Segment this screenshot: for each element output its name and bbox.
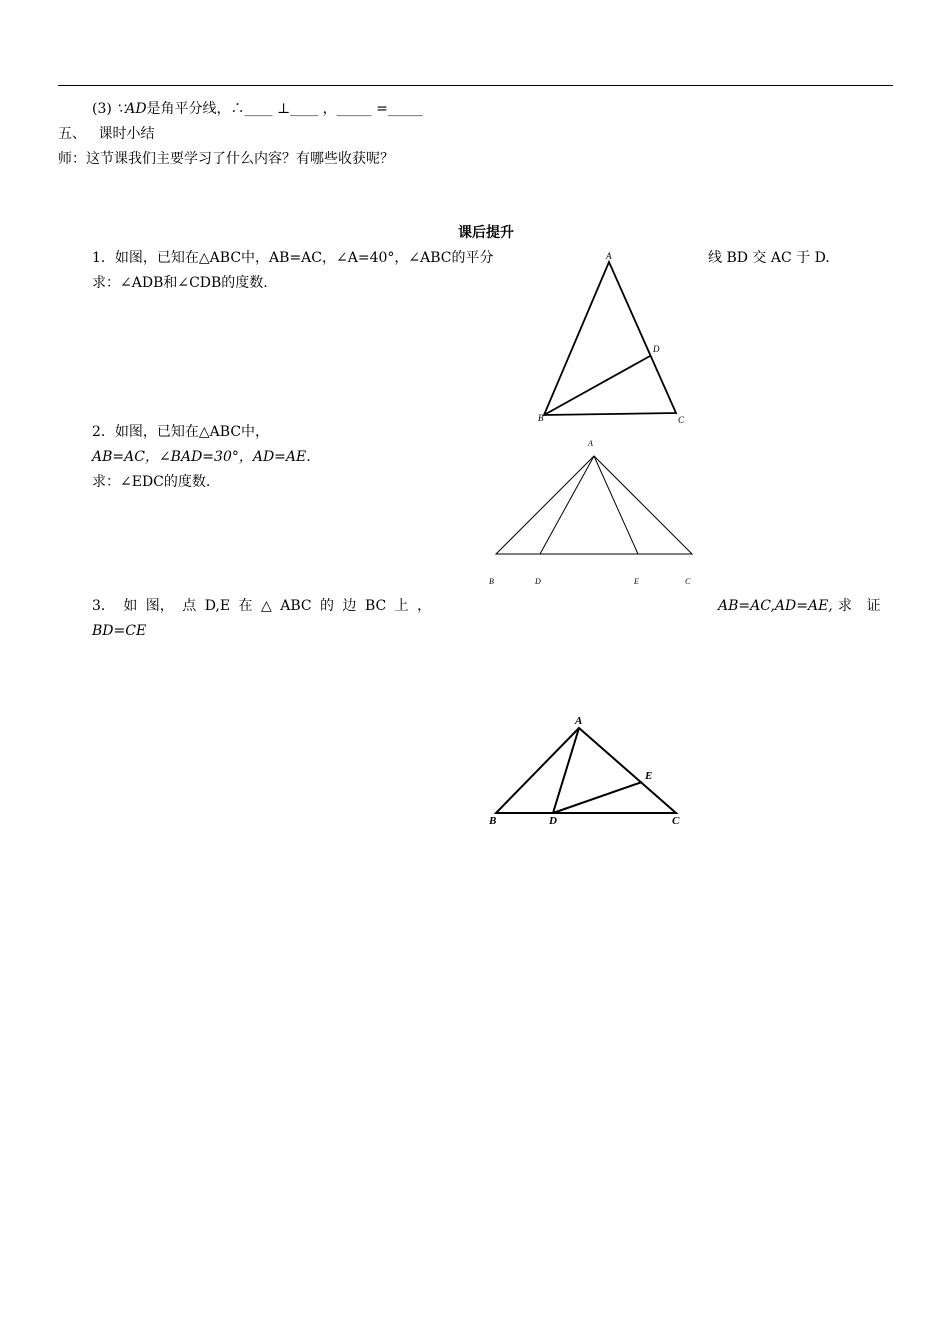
step3-blank-2: ____ — [290, 101, 319, 117]
step3-is-bisector: 是角平分线， — [146, 101, 231, 117]
step3-because-ad: ∵AD — [116, 101, 147, 117]
q2-segment-ae — [594, 456, 638, 554]
q3-line1-prove: 求 证 — [838, 598, 881, 614]
step3-therefore: ∴ — [230, 101, 245, 117]
q1-triangle-abc — [544, 262, 676, 415]
q1-label-b: B — [538, 413, 544, 423]
step3-blank-3: _____ — [336, 101, 372, 117]
equals-symbol: = — [376, 101, 388, 117]
q1-text-left: 1．如图，已知在△ABC中，AB=AC，∠A=40°，∠ABC的平分 — [92, 250, 494, 266]
q3-label-a: A — [575, 715, 583, 727]
q2-label-e: E — [634, 577, 639, 586]
q2-label-c: C — [685, 577, 691, 586]
q2-segment-ad — [540, 456, 594, 554]
q3-label-d: D — [549, 815, 557, 827]
step3-line — [92, 100, 423, 118]
q1-segment-bd — [544, 356, 650, 415]
q2-line1: 2．如图，已知在△ABC中， — [92, 424, 270, 440]
step3-blank-1: ____ — [244, 101, 273, 117]
perpendicular-symbol: ⊥ — [277, 101, 291, 117]
q3-triangle-figure — [480, 708, 700, 833]
section5-label: 课时小结 — [98, 126, 155, 142]
q3-line2: BD=CE — [92, 623, 147, 639]
header-rule — [58, 85, 893, 86]
step3-comma: ， — [322, 101, 337, 117]
q1-label-a: A — [606, 251, 612, 261]
step3-blank-4: _____ — [387, 101, 423, 117]
q1-label-c: C — [678, 415, 685, 425]
step3-number: (3) — [92, 101, 112, 117]
q2-line2: AB=AC，∠BAD=30°，AD=AE. — [92, 449, 311, 465]
section5-number: 五、 — [58, 126, 86, 142]
after-class-title: 课后提升 — [458, 225, 514, 241]
q2-triangle-abc — [496, 456, 692, 554]
q1-line2: 求：∠ADB和∠CDB的度数. — [92, 275, 268, 291]
q2-line3: 求：∠EDC的度数. — [92, 474, 211, 490]
q3-label-e: E — [645, 770, 653, 782]
q1-text-right: 线 BD 交 AC 于 D. — [708, 250, 830, 266]
q2-label-b: B — [489, 577, 494, 586]
q1-triangle-figure — [530, 245, 700, 430]
teacher-line: 师：这节课我们主要学习了什么内容？有哪些收获呢？ — [58, 151, 394, 167]
q2-label-d: D — [535, 577, 541, 586]
q3-line1-given: AB=AC,AD=AE, — [718, 598, 833, 614]
q1-label-d: D — [653, 344, 660, 354]
q3-label-c: C — [672, 815, 680, 827]
q2-triangle-figure — [480, 432, 710, 592]
section5-heading — [58, 125, 154, 143]
q3-line1-left: 3． 如 图， 点 D,E 在 △ ABC 的 边 BC 上 ， — [92, 598, 432, 614]
q3-label-b: B — [489, 815, 497, 827]
q2-label-a: A — [588, 439, 593, 448]
q3-segment-de — [553, 782, 642, 813]
